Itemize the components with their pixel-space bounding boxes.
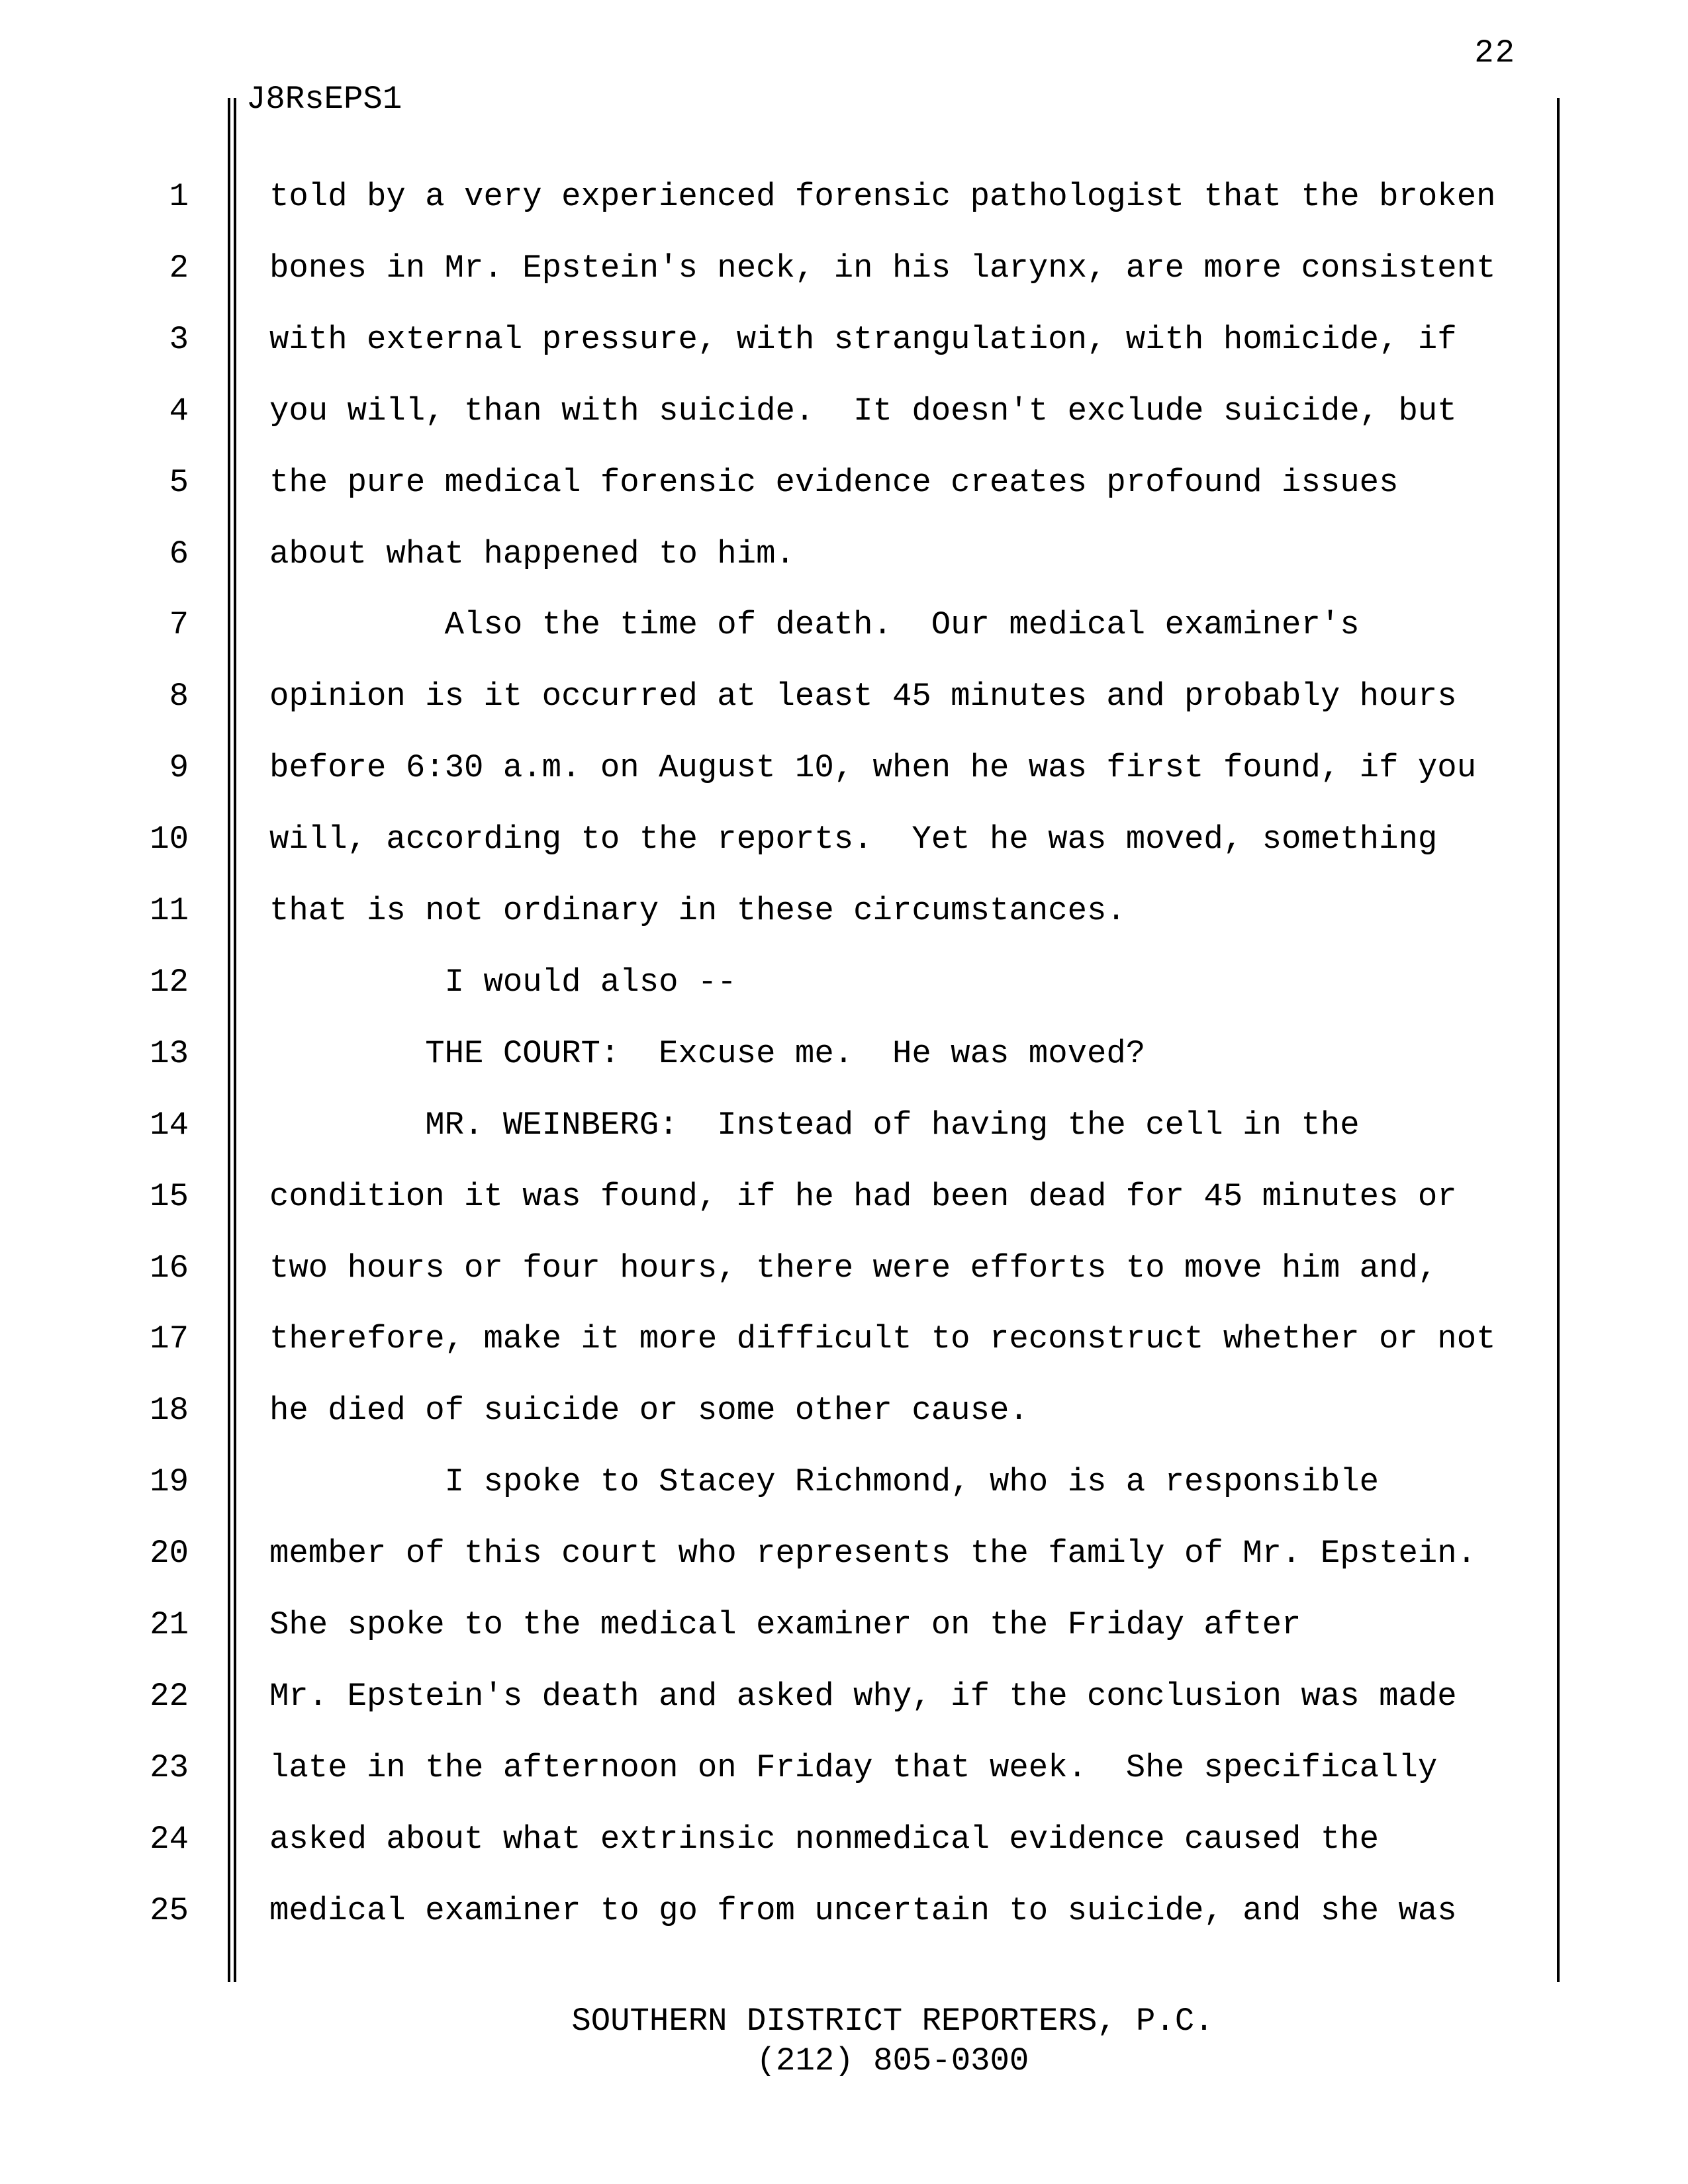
line-number: 7 (169, 606, 189, 643)
line-number: 16 (150, 1250, 189, 1287)
transcript-line (0, 1392, 1688, 1432)
transcript-line (0, 464, 1688, 504)
line-number: 10 (150, 821, 189, 858)
footer (269, 2001, 1516, 2081)
transcript-line (0, 964, 1688, 1003)
transcript-line (0, 1178, 1688, 1218)
line-text: Mr. Epstein's death and asked why, if the conclusion was made (269, 1678, 1457, 1715)
transcript-line (0, 1606, 1688, 1646)
line-number: 17 (150, 1320, 189, 1357)
line-text: you will, than with suicide. It doesn't exclude suicide, but (269, 392, 1457, 430)
line-number: 5 (169, 464, 189, 501)
line-number: 22 (150, 1678, 189, 1715)
transcript-line (0, 1892, 1688, 1932)
line-number: 20 (150, 1535, 189, 1572)
line-number: 23 (150, 1749, 189, 1786)
line-text: therefore, make it more difficult to reconstruct whether or not (269, 1320, 1496, 1357)
line-number: 13 (150, 1035, 189, 1072)
transcript-line (0, 1320, 1688, 1360)
transcript-line (0, 1535, 1688, 1574)
line-text: will, according to the reports. Yet he was moved, something (269, 821, 1438, 858)
line-number: 11 (150, 892, 189, 929)
page-number: 22 (1474, 34, 1516, 71)
line-text: the pure medical forensic evidence creates profound issues (269, 464, 1399, 501)
transcript-line (0, 606, 1688, 646)
transcript-line (0, 178, 1688, 218)
line-number: 6 (169, 535, 189, 572)
transcript-line (0, 1035, 1688, 1075)
line-text: MR. WEINBERG: Instead of having the cell in the (269, 1107, 1360, 1144)
line-text: that is not ordinary in these circumstances. (269, 892, 1126, 929)
transcript-line (0, 1678, 1688, 1717)
line-text: I spoke to Stacey Richmond, who is a responsible (269, 1463, 1380, 1500)
line-text: about what happened to him. (269, 535, 795, 572)
transcript-line (0, 1821, 1688, 1860)
transcript-line (0, 321, 1688, 361)
transcript-session-id: J8RsEPS1 (246, 81, 402, 118)
line-number: 1 (169, 178, 189, 215)
line-number: 18 (150, 1392, 189, 1429)
line-text: medical examiner to go from uncertain to suicide, and she was (269, 1892, 1457, 1929)
line-number: 19 (150, 1463, 189, 1500)
footer-firm: SOUTHERN DISTRICT REPORTERS, P.C. (571, 2003, 1214, 2040)
line-text: asked about what extrinsic nonmedical evidence caused the (269, 1821, 1380, 1858)
line-text: opinion is it occurred at least 45 minutes and probably hours (269, 678, 1457, 715)
line-text: condition it was found, if he had been dead for 45 minutes or (269, 1178, 1457, 1215)
line-text: THE COURT: Excuse me. He was moved? (269, 1035, 1146, 1072)
line-number: 9 (169, 749, 189, 786)
line-number: 3 (169, 321, 189, 358)
transcript-line (0, 250, 1688, 289)
transcript-line (0, 821, 1688, 860)
line-text: before 6:30 a.m. on August 10, when he was first found, if you (269, 749, 1477, 786)
transcript-line (0, 392, 1688, 432)
line-number: 4 (169, 392, 189, 430)
line-text: I would also -- (269, 964, 737, 1001)
line-text: with external pressure, with strangulation, with homicide, if (269, 321, 1457, 358)
line-number: 15 (150, 1178, 189, 1215)
line-number: 2 (169, 250, 189, 287)
transcript-line (0, 1107, 1688, 1146)
transcript-line (0, 535, 1688, 575)
line-text: two hours or four hours, there were efforts to move him and, (269, 1250, 1438, 1287)
line-text: Also the time of death. Our medical examiner's (269, 606, 1360, 643)
line-text: late in the afternoon on Friday that week. She specifically (269, 1749, 1438, 1786)
transcript-line (0, 892, 1688, 932)
line-number: 24 (150, 1821, 189, 1858)
line-number: 14 (150, 1107, 189, 1144)
transcript-line (0, 1250, 1688, 1289)
line-text: member of this court who represents the family of Mr. Epstein. (269, 1535, 1477, 1572)
transcript-line (0, 678, 1688, 717)
transcript-line (0, 1463, 1688, 1503)
line-number: 8 (169, 678, 189, 715)
line-text: he died of suicide or some other cause. (269, 1392, 1029, 1429)
line-text: She spoke to the medical examiner on the Friday after (269, 1606, 1301, 1643)
transcript-line (0, 749, 1688, 789)
footer-phone: (212) 805-0300 (756, 2042, 1029, 2079)
line-number: 25 (150, 1892, 189, 1929)
transcript-line (0, 1749, 1688, 1789)
line-number: 12 (150, 964, 189, 1001)
line-text: told by a very experienced forensic pathologist that the broken (269, 178, 1496, 215)
line-text: bones in Mr. Epstein's neck, in his larynx, are more consistent (269, 250, 1496, 287)
line-number: 21 (150, 1606, 189, 1643)
